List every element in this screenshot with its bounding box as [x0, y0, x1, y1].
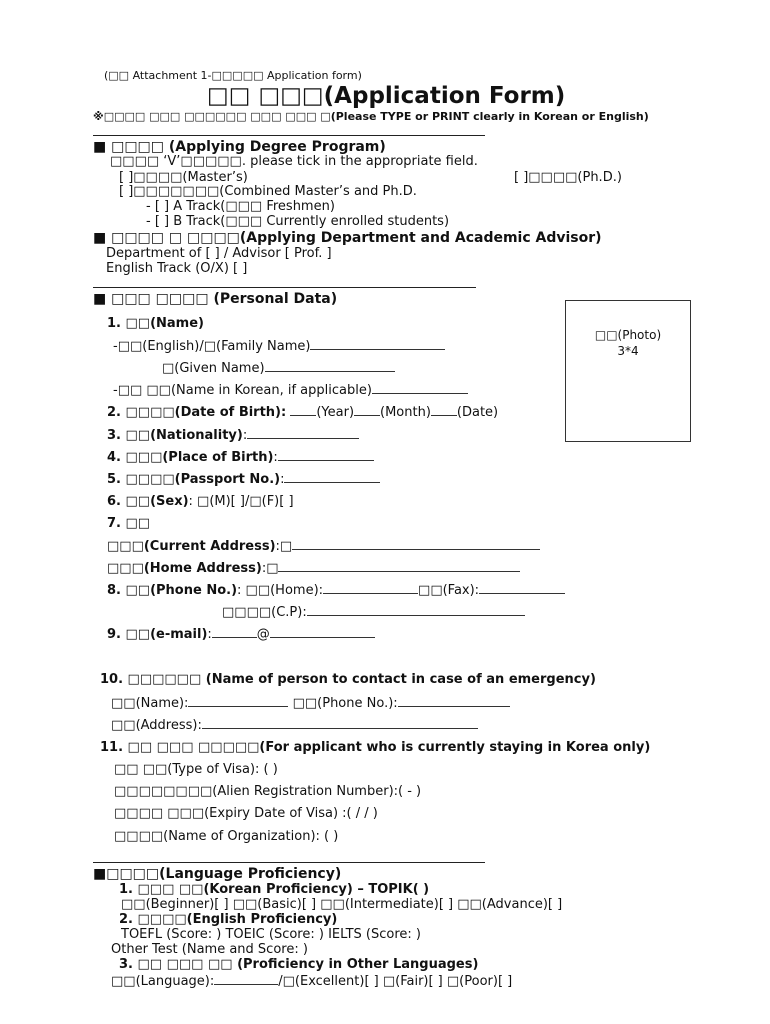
korean-proficiency-heading[interactable]: 1. □□□ □□(Korean Proficiency) – TOPIK( ): [119, 882, 430, 897]
language-levels[interactable]: /□(Excellent)[ ] □(Fair)[ ] □(Poor)[ ]: [278, 974, 513, 989]
family-name-label: -□□(English)/□(Family Name): [113, 339, 311, 354]
emergency-name-field[interactable]: [111, 696, 510, 710]
korean-name-line[interactable]: [372, 383, 468, 394]
alien-registration-field[interactable]: □□□□□□□□(Alien Registration Number):( - ): [114, 784, 422, 799]
organization-field[interactable]: □□□□(Name of Organization): ( ): [114, 829, 339, 844]
birthplace-field[interactable]: 4. □□□(Place of Birth):: [107, 450, 374, 464]
phone-field[interactable]: [107, 583, 565, 597]
cell-label: □□□□(C.P):: [222, 605, 307, 620]
sex-options[interactable]: : □(M)[ ]/□(F)[ ]: [188, 494, 294, 509]
dob-month: (Month): [380, 405, 431, 420]
attachment-label: (□□ Attachment 1-□□□□□ Application form): [104, 69, 362, 82]
given-name-line[interactable]: [265, 361, 395, 372]
email-user-line[interactable]: [212, 627, 257, 638]
email-at: @: [256, 627, 270, 642]
current-address-line[interactable]: [292, 539, 540, 550]
current-address-label: □□□(Current Address): [107, 539, 276, 554]
form-notice: [93, 111, 649, 122]
dob-year-line[interactable]: [290, 405, 316, 416]
dob-date: (Date): [456, 405, 499, 420]
family-name-line[interactable]: [310, 339, 445, 350]
cell-line[interactable]: [307, 605, 525, 616]
track-b-option[interactable]: - [ ] B Track(□□□ Currently enrolled students): [146, 214, 450, 229]
given-name-field[interactable]: [162, 361, 395, 375]
nationality-line[interactable]: [247, 428, 359, 439]
emergency-heading: 10. □□□□□□ (Name of person to contact in case of an emergency): [100, 672, 596, 687]
form-title: □□ □□□(Application Form): [207, 83, 566, 109]
sex-label: 6. □□(Sex): [107, 494, 189, 509]
cell-field[interactable]: [222, 605, 525, 619]
sex-field[interactable]: [107, 495, 294, 508]
given-name-label: □(Given Name): [162, 361, 265, 376]
photo-label: □□(Photo): [594, 328, 662, 342]
emergency-name-label: □□(Name):: [111, 696, 189, 711]
passport-line[interactable]: [284, 472, 380, 483]
birthplace-line[interactable]: [278, 450, 374, 461]
emergency-phone-label: □□(Phone No.):: [292, 696, 398, 711]
nationality-field[interactable]: 3. □□(Nationality):: [107, 428, 359, 442]
dob-field[interactable]: [107, 405, 498, 419]
passport-field[interactable]: 5. □□□□(Passport No.):: [107, 472, 380, 486]
photo-box[interactable]: [565, 300, 691, 442]
emergency-name-line[interactable]: [188, 696, 288, 707]
other-language-field[interactable]: [111, 974, 512, 988]
email-domain-line[interactable]: [270, 627, 375, 638]
phone-home-line[interactable]: [323, 583, 418, 594]
degree-program-heading: ■ □□□□ (Applying Degree Program): [93, 139, 386, 155]
phone-home-label: : □□(Home):: [237, 583, 324, 598]
dob-date-line[interactable]: [431, 405, 457, 416]
other-test-field[interactable]: Other Test (Name and Score: ): [111, 942, 308, 957]
english-proficiency-heading: 2. □□□□(English Proficiency): [119, 912, 338, 927]
masters-option[interactable]: [ ]□□□□(Master’s): [119, 170, 248, 185]
email-field[interactable]: 9. □□(e-mail): @: [107, 627, 375, 641]
email-label: 9. □□(e-mail): [107, 627, 208, 642]
language-line[interactable]: [214, 974, 278, 985]
department-field[interactable]: Department of [ ] / Advisor [ Prof. ]: [106, 246, 332, 261]
phd-option[interactable]: [ ]□□□□(Ph.D.): [514, 170, 622, 185]
personal-data-heading: ■ □□□ □□□□ (Personal Data): [93, 291, 338, 307]
home-address-line[interactable]: [278, 561, 520, 572]
korean-levels[interactable]: □□(Beginner)[ ] □□(Basic)[ ] □□(Intermediate)[ ] □□(Advance)[ ]: [121, 897, 563, 912]
dob-year: (Year): [316, 405, 355, 420]
emergency-phone-line[interactable]: [398, 696, 510, 707]
address-label: 7. □□: [107, 516, 151, 531]
emergency-address-label: □□(Address):: [111, 718, 202, 733]
visa-type-field[interactable]: □□ □□(Type of Visa): ( ): [114, 762, 278, 777]
emergency-address-line[interactable]: [202, 718, 478, 729]
korean-name-label: -□□ □□(Name in Korean, if applicable): [113, 383, 372, 398]
language-heading: ■□□□□(Language Proficiency): [93, 866, 342, 882]
divider: [93, 135, 485, 136]
language-label: □□(Language):: [111, 974, 215, 989]
photo-size: 3*4: [617, 344, 639, 358]
current-address-field[interactable]: □□□(Current Address):□: [107, 539, 540, 553]
family-name-field[interactable]: [113, 339, 445, 353]
korean-name-field[interactable]: [113, 383, 468, 397]
korea-heading: 11. □□ □□□ □□□□□(For applicant who is currently staying in Korea only): [100, 740, 651, 755]
home-address-field[interactable]: □□□(Home Address):□: [107, 561, 520, 575]
birthplace-label: 4. □□□(Place of Birth): [107, 450, 274, 465]
name-label: 1. □□(Name): [107, 316, 204, 331]
dob-label: 2. □□□□(Date of Birth):: [107, 405, 287, 420]
visa-expiry-field[interactable]: □□□□ □□□(Expiry Date of Visa) :( / / ): [114, 806, 378, 821]
tick-instruction: □□□□ ‘V’□□□□□. please tick in the appropriate field.: [110, 154, 478, 169]
home-address-label: □□□(Home Address): [107, 561, 262, 576]
divider: [93, 862, 485, 863]
other-languages-heading: 3. □□ □□□ □□ (Proficiency in Other Languages): [119, 957, 479, 972]
track-a-option[interactable]: - [ ] A Track(□□□ Freshmen): [146, 199, 335, 214]
english-scores[interactable]: TOEFL (Score: ) TOEIC (Score: ) IELTS (Score: ): [121, 927, 421, 942]
combined-option[interactable]: [ ]□□□□□□□(Combined Master’s and Ph.D.: [119, 184, 417, 199]
passport-label: 5. □□□□(Passport No.): [107, 472, 281, 487]
emergency-address-field[interactable]: [111, 718, 478, 732]
phone-label: 8. □□(Phone No.): [107, 583, 238, 598]
department-heading: ■ □□□□ □ □□□□(Applying Department and Academic Advisor): [93, 230, 602, 246]
divider: [93, 287, 476, 288]
nationality-label: 3. □□(Nationality): [107, 428, 243, 443]
english-track-field[interactable]: English Track (O/X) [ ]: [106, 261, 248, 276]
dob-month-line[interactable]: [354, 405, 380, 416]
fax-line[interactable]: [479, 583, 565, 594]
notice-text: ※□□□□ □□□ □□□□□□ □□□ □□□ □(Please TYPE or PRINT clearly in Korean or English): [93, 110, 649, 123]
fax-label: □□(Fax):: [418, 583, 480, 598]
